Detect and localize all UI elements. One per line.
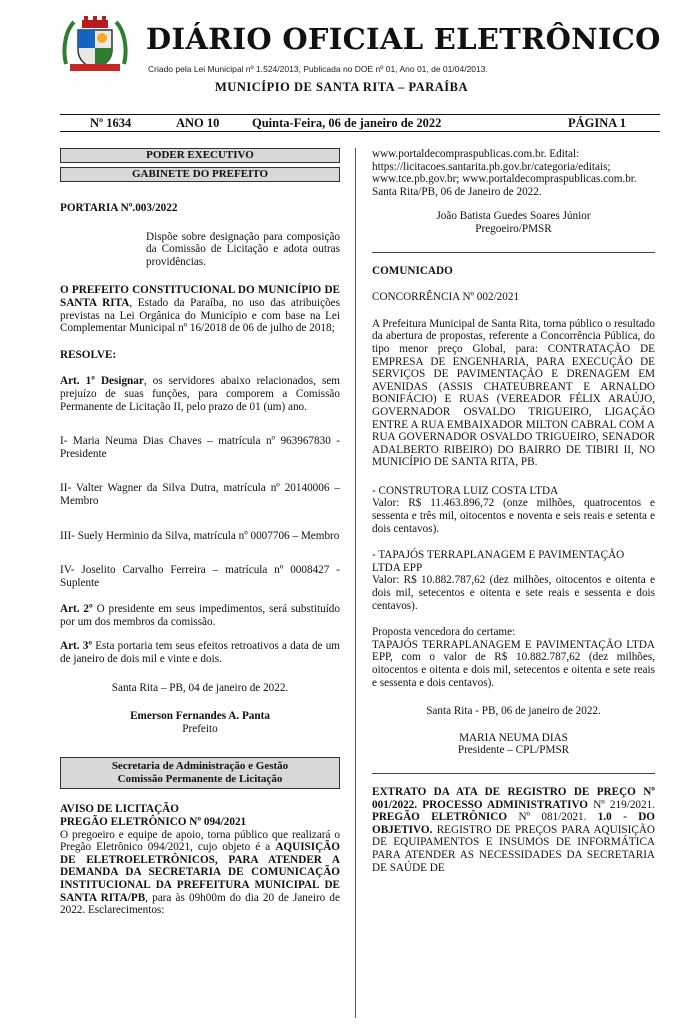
bidder-1-value: Valor: R$ 11.463.896,72 (onze milhões, quatrocentos e sessenta e três mil, oitocentos e noventa e seis reais e setenta e dois centavos). [372,497,655,535]
winner-label: Proposta vencedora do certame: [372,626,516,639]
portaria-signer-role: Prefeito [182,722,218,735]
newspaper-title: DIÁRIO OFICIAL ELETRÔNICO [146,22,661,56]
edital-links: www.portaldecompraspublicas.com.br. Edital: https://licitacoes.santarita.pb.gov.br/categoria/editais; www.tce.pb.gov.br; www.portaldecompraspublicas.com.br. [372,148,637,186]
creation-note: Criado pela Lei Municipal nº 1.524/2013, Publicada no DOE nº 01, Ano 01, de 01/04/2013. [148,64,488,74]
edital-date: Santa Rita/PB, 06 de Janeiro de 2022. [372,185,542,198]
left-column [60,148,340,917]
member-item: II- Valter Wagner da Silva Dutra, matrícula nº 20140006 – Membro [60,482,340,507]
article-1: Art. 1º Designar, os servidores abaixo relacionados, sem prejuízo de suas funções, para comporem a Comissão Permanente de Licitação II, pelo prazo de 01 (um) ano. [60,375,340,413]
bidder-1-name: - CONSTRUTORA LUIZ COSTA LTDA [372,484,559,497]
bidder-2-value: Valor: R$ 10.882.787,62 (dez milhões, oitocentos e oitenta e dois mil, setecentos e oitenta e sete reais e sessenta e dois centavos). [372,574,655,612]
member-item: IV- Joselito Carvalho Ferreira – matrícula nº 0008427 - Suplente [60,564,340,589]
resolve-heading: RESOLVE: [60,348,117,361]
concorrencia-number: CONCORRÊNCIA Nº 002/2021 [372,291,520,304]
comunicado-heading: COMUNICADO [372,264,453,277]
page-number: PÁGINA 1 [568,116,626,130]
pregao-heading: PREGÃO ELETRÔNICO Nº 094/2021 [60,816,247,829]
portaria-title: PORTARIA Nº.003/2022 [60,202,178,214]
pregoeiro-name: João Batista Guedes Soares Júnior [436,210,591,223]
portaria-ementa: Dispõe sobre designação para composição da Comissão de Licitação e adota outras providências. [146,230,340,268]
article-3: Art. 3º Esta portaria tem seus efeitos retroativos a data de um de janeiro de dois mil e vinte e dois. [60,640,340,666]
portaria-place-date: Santa Rita – PB, 04 de janeiro de 2022. [111,681,289,694]
section-header-poder: PODER EXECUTIVO [60,148,340,163]
member-item: I- Maria Neuma Dias Chaves – matrícula nº 963967830 - Presidente [60,435,340,460]
portaria-signer: Emerson Fernandes A. Panta [130,710,270,723]
issue-number: Nº 1634 [90,116,132,130]
bidder-2-name: - TAPAJÓS TERRAPLANAGEM E PAVIMENTAÇÃO LTDA EPP [372,549,625,574]
aviso-heading: AVISO DE LICITAÇÃO [60,803,179,816]
comunicado-date: Santa Rita - PB, 06 de janeiro de 2022. [426,705,601,718]
issue-info-bar [60,114,660,132]
article-2: Art. 2º O presidente em seus impedimentos, será substituído por um dos membros da comissão. [60,603,340,628]
member-item: III- Suely Herminio da Silva, matrícula nº 0007706 – Membro [60,529,340,542]
aviso-text: O pregoeiro e equipe de apoio, torna público que realizará o Pregão Eletrônico 094/2021, cujo objeto é a AQUISIÇÃO DE ELETROELETRÔNICOS, PARA ATENDER A DEMANDA DA SECRETARIA DE COMUNICAÇÃO INSTITUCIONAL DA PREFEITURA MUNICIPAL DE SANTA RITA/PB, para às 09h00m do dia 20 de Janeiro de 2022. Esclarecimentos: [60,828,340,917]
prefeito-paragraph: O PREFEITO CONSTITUCIONAL DO MUNICÍPIO DE SANTA RITA, Estado da Paraíba, no uso das atribuições previstas na Lei Orgânica do Município e com base na Lei Complementar Municipal nº 16/2018 de 06 de julho de 2018; [60,284,340,335]
column-divider [355,148,356,1018]
municipality-name: MUNICÍPIO DE SANTA RITA – PARAÍBA [215,80,468,94]
extrato-text: EXTRATO DA ATA DE REGISTRO DE PREÇO Nº 001/2022. PROCESSO ADMINISTRATIVO Nº 219/2021. PREGÃO ELETRÔNICO Nº 081/2021. 1.0 - DO OBJETIVO. REGISTRO DE PREÇOS PARA AQUISIÇÃO DE EQUIPAMENTOS E INSUMOS DE INFORMÁTICA PARA ATENDER AS NECESSIDADES DA SECRETARIA DE SAÚDE DE [372,785,655,874]
winner-text: TAPAJÓS TERRAPLANAGEM E PAVIMENTAÇÃO LTDA EPP, com o valor de R$ 10.882.787,62 (dez milhões, oitocentos e oitenta e dois mil, setecentos e oitenta e sete reais e sessenta e dois centavos). [372,638,655,689]
comunicado-signer-role: Presidente – CPL/PMSR [457,744,570,757]
issue-year: ANO 10 [176,116,220,130]
pregoeiro-role: Pregoeiro/PMSR [475,222,552,235]
comunicado-text: A Prefeitura Municipal de Santa Rita, torna público o resultado da abertura de propostas, referente a Concorrência Pública, do tipo menor preço Global, para: CONTRATAÇÃO DE EMPRESA DE ENGENHARIA, PARA EXECUÇÃO DE SERVIÇOS DE PAVIMENTAÇÃO E DRENAGEM EM AVENIDAS (ASSIS CHATEUBREANT E ARNALDO BONIFÁCIO) E RUAS (VEREADOR FÉLIX ARAÚJO, GOVERNADOR OSVALDO TRIGUEIRO, LIGAÇÃO ENTRE A RUA EMBAIXADOR MILTON CABRAL COM A RUA GOVERNADOR OSVALDO TRIGUEIRO, SENADOR ADALBERTO RIBEIRO) DO BAIRRO DE TIBIRI II, NO MUNICÍPIO DE SANTA RITA, PB. [372,317,655,469]
issue-date: Quinta-Feira, 06 de janeiro de 2022 [252,116,442,130]
section-header-secretaria: Secretaria de Administração e Gestão Comissão Permanente de Licitação [60,757,340,789]
right-column [372,148,655,874]
section-header-gabinete: GABINETE DO PREFEITO [60,167,340,182]
comunicado-signer: MARIA NEUMA DIAS [459,731,568,744]
municipal-crest-icon [60,14,130,74]
